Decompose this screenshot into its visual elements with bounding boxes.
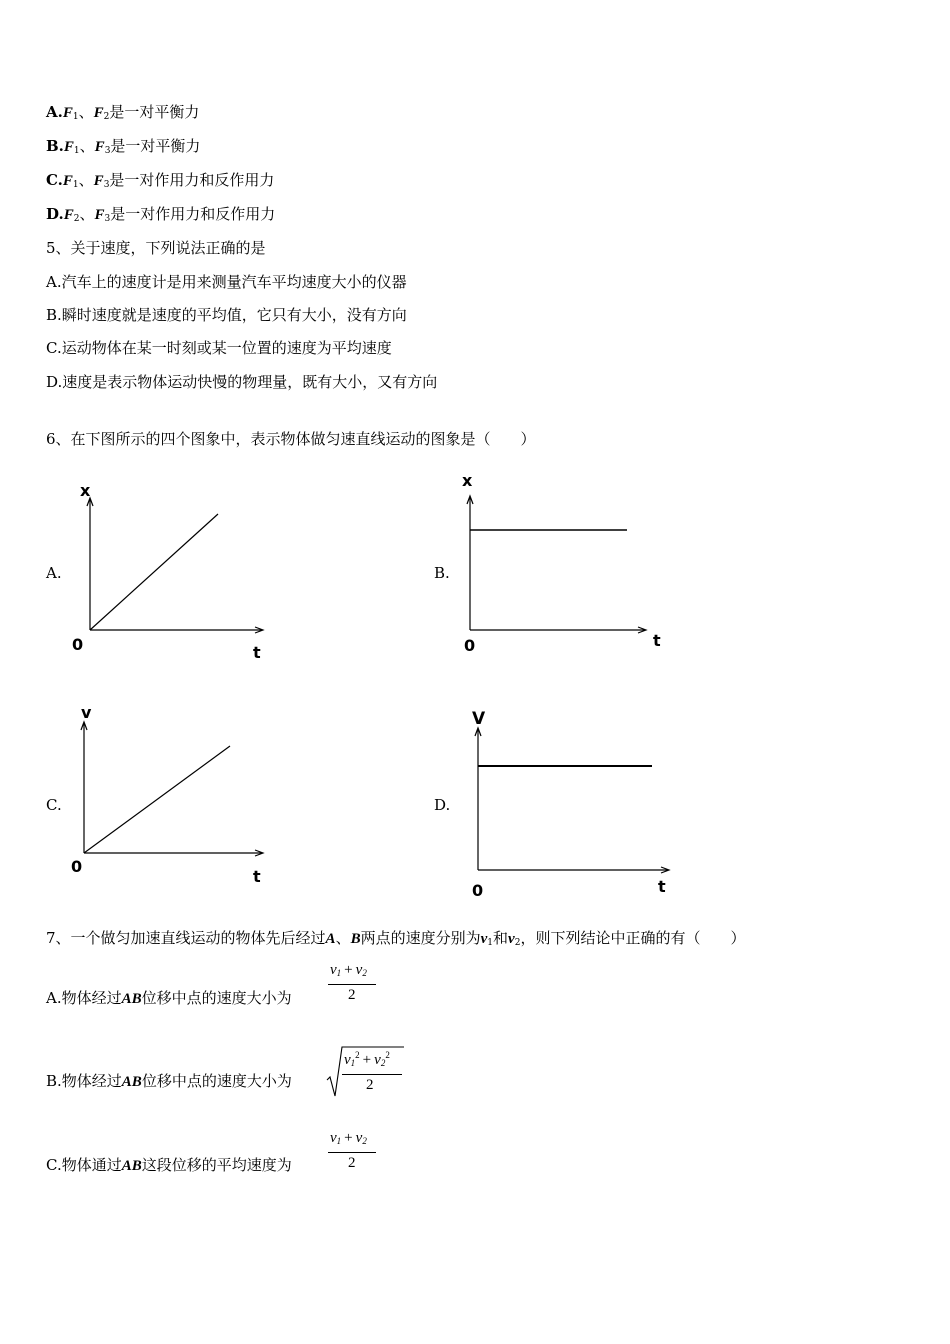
superscript: 2: [385, 1050, 390, 1060]
option-prefix: A.: [46, 103, 63, 121]
q5-option-d: D.速度是表示物体运动快慢的物理量，既有大小，又有方向: [46, 373, 438, 391]
y-axis-label: v: [81, 703, 92, 722]
segment-ab: AB: [121, 1074, 142, 1090]
graph-b: [445, 468, 675, 658]
subscript: 1: [73, 146, 80, 156]
y-axis-label: x: [80, 481, 91, 500]
option-prefix: D.: [46, 205, 64, 223]
subscript: 1: [487, 938, 494, 948]
fraction-numerator: [330, 962, 367, 979]
origin-label: 0: [472, 881, 484, 900]
graph-c: [60, 700, 280, 890]
q5-option-c: C.运动物体在某一时刻或某一位置的速度为平均速度: [46, 339, 392, 357]
force-symbol: F: [63, 139, 74, 155]
superscript: 2: [355, 1050, 360, 1060]
y-axis-label: V: [472, 709, 486, 729]
segment-ab: AB: [121, 991, 142, 1007]
q5-stem: 5、关于速度，下列说法正确的是: [46, 239, 266, 257]
q5-option-a: A.汽车上的速度计是用来测量汽车平均速度大小的仪器: [46, 273, 407, 291]
subscript: 3: [104, 146, 111, 156]
subscript: 2: [380, 1058, 386, 1068]
plus-sign: +: [344, 1130, 353, 1146]
option-text: 是一对作用力和反作用力: [109, 171, 275, 189]
graph-line: [84, 746, 230, 853]
graph-line: [90, 514, 218, 630]
stem-text: 7、一个做匀加速直线运动的物体先后经过: [46, 929, 326, 947]
option-prefix: B.: [46, 137, 64, 155]
option-text: 是一对平衡力: [109, 103, 200, 121]
subscript: 2: [362, 968, 367, 978]
point-a: A: [325, 931, 336, 947]
option-prefix: B.物体经过: [46, 1072, 122, 1090]
numerator-symbol: v: [374, 1052, 381, 1068]
stem-text: 两点的速度分别为: [360, 929, 481, 947]
option-prefix: C.物体通过: [46, 1156, 122, 1174]
force-symbol: F: [93, 105, 104, 121]
subscript: 3: [103, 180, 110, 190]
origin-label: 0: [72, 635, 84, 654]
x-axis-label: t: [253, 867, 261, 886]
q7-stem: [46, 928, 745, 953]
numerator-symbol: v: [355, 962, 363, 978]
stem-text: ，则下列结论中正确的有（ ）: [520, 929, 746, 947]
graph-c-option-label: C.: [46, 796, 62, 814]
subscript: 1: [336, 1136, 342, 1146]
q4-option-d: [46, 204, 275, 229]
x-axis-label: t: [653, 631, 661, 650]
fraction-bar: [328, 1152, 376, 1153]
fraction-denominator: 2: [348, 1155, 356, 1171]
graph-a-option-label: A.: [46, 564, 62, 582]
option-text: 位移中点的速度大小为: [141, 989, 292, 1007]
q5-option-b: B.瞬时速度就是速度的平均值，它只有大小，没有方向: [46, 306, 407, 324]
option-text: 这段位移的平均速度为: [141, 1156, 292, 1174]
subscript: 1: [72, 180, 79, 190]
force-symbol: F: [62, 105, 73, 121]
subscript: 3: [104, 214, 111, 224]
origin-label: 0: [71, 857, 83, 876]
point-b: B: [350, 931, 361, 947]
graph-b-option-label: B.: [434, 564, 450, 582]
numerator-symbol: v: [344, 1052, 351, 1068]
subscript: 2: [73, 214, 80, 224]
subscript: 1: [350, 1058, 356, 1068]
force-symbol: F: [94, 139, 105, 155]
fraction-bar: [342, 1074, 402, 1075]
subscript: 2: [514, 938, 521, 948]
q4-option-a: [46, 102, 199, 127]
stem-text: 和: [493, 929, 509, 947]
subscript: 2: [362, 1136, 367, 1146]
plus-sign: +: [344, 962, 353, 978]
separator: 、: [79, 205, 95, 223]
force-symbol: F: [94, 207, 105, 223]
segment-ab: AB: [121, 1158, 142, 1174]
x-axis-label: t: [253, 643, 261, 662]
graph-a: [60, 478, 280, 668]
subscript: 1: [72, 112, 79, 122]
fraction-numerator: [344, 1050, 390, 1069]
separator: 、: [335, 929, 351, 947]
numerator-symbol: v: [330, 1130, 337, 1146]
q7-option-a: [46, 988, 292, 1009]
separator: 、: [78, 103, 94, 121]
fraction-bar: [328, 984, 376, 985]
origin-label: 0: [464, 636, 476, 655]
q7-option-b: [46, 1071, 292, 1092]
option-text: 是一对作用力和反作用力: [110, 205, 276, 223]
option-prefix: A.物体经过: [46, 989, 122, 1007]
option-prefix: C.: [46, 171, 63, 189]
q4-option-c: [46, 170, 274, 195]
x-axis-label: t: [658, 877, 666, 896]
option-text: 位移中点的速度大小为: [141, 1072, 292, 1090]
fraction-denominator: 2: [366, 1077, 374, 1093]
q6-stem: 6、在下图所示的四个图象中，表示物体做匀速直线运动的图象是（ ）: [46, 430, 536, 448]
y-axis-label: x: [462, 471, 473, 490]
graph-d: [460, 700, 680, 900]
velocity-symbol: v: [508, 931, 515, 947]
option-text: 是一对平衡力: [110, 137, 201, 155]
separator: 、: [79, 137, 95, 155]
graph-d-option-label: D.: [434, 796, 451, 814]
force-symbol: F: [93, 173, 104, 189]
separator: 、: [78, 171, 94, 189]
fraction-numerator: [330, 1130, 367, 1147]
subscript: 2: [103, 112, 110, 122]
subscript: 1: [336, 968, 342, 978]
q7-option-c: [46, 1155, 292, 1176]
force-symbol: F: [63, 207, 74, 223]
q4-option-b: [46, 136, 200, 161]
fraction-denominator: 2: [348, 987, 356, 1003]
numerator-symbol: v: [330, 962, 337, 978]
plus-sign: +: [362, 1052, 372, 1068]
numerator-symbol: v: [355, 1130, 363, 1146]
velocity-symbol: v: [480, 931, 488, 947]
force-symbol: F: [62, 173, 73, 189]
